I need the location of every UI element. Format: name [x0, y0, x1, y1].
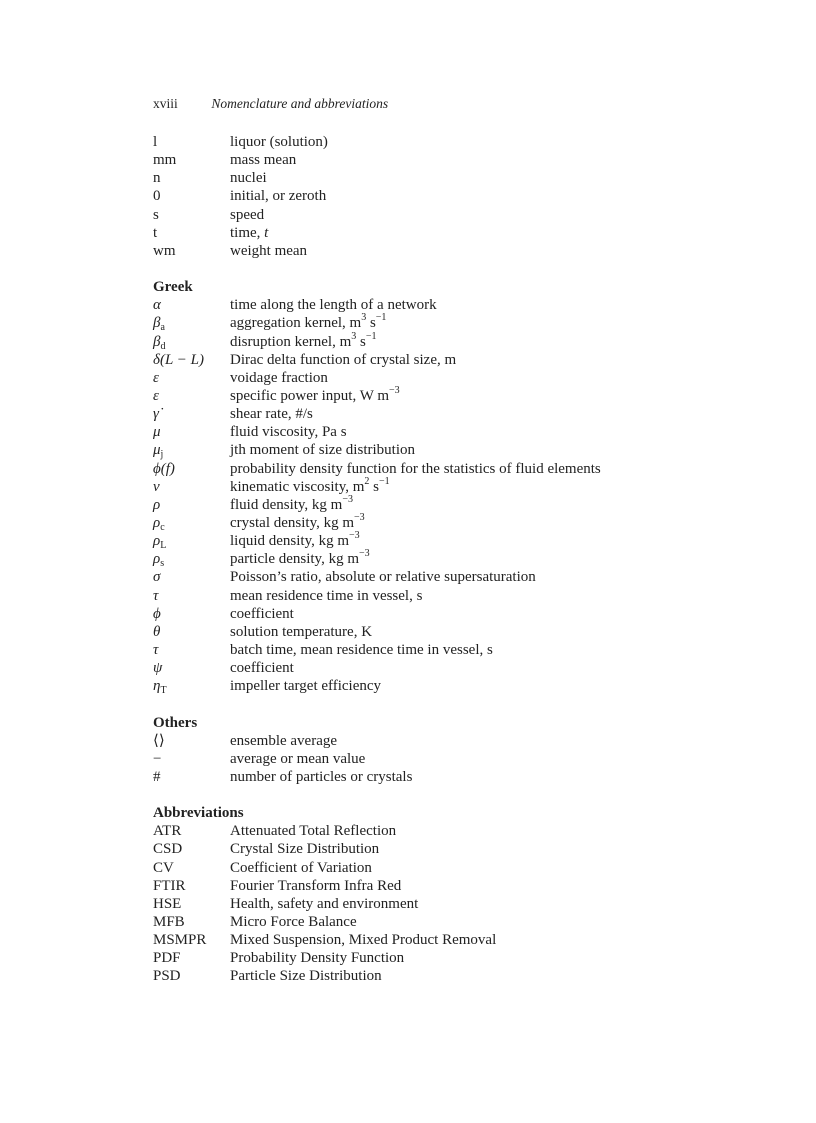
unit-text: s — [356, 333, 366, 350]
symbol-text: CSD — [153, 841, 183, 858]
description — [230, 641, 493, 659]
description-text: Crystal Size Distribution — [230, 841, 380, 858]
symbol-text: l — [153, 134, 158, 150]
symbol-text: # — [153, 768, 161, 785]
description-text: coefficient — [230, 605, 294, 622]
page — [153, 96, 673, 986]
description — [230, 732, 337, 750]
symbol — [153, 206, 230, 224]
list-item — [153, 840, 673, 858]
description-text: ensemble average — [230, 732, 338, 749]
description-text: specific power input, W m — [230, 387, 389, 404]
list-item — [153, 493, 673, 514]
list-item — [153, 822, 673, 840]
description — [230, 187, 326, 205]
description — [230, 840, 379, 858]
description — [230, 511, 365, 532]
symbol — [153, 423, 230, 441]
greek-heading: Greek — [153, 279, 193, 296]
symbol-text: β — [153, 333, 161, 350]
description — [230, 895, 418, 913]
description-text: speed — [230, 206, 265, 223]
page-number: xviii — [153, 96, 178, 111]
symbol — [153, 750, 230, 768]
description — [230, 931, 496, 949]
symbol-text: ⟨⟩ — [153, 732, 165, 749]
description-text: mass mean — [230, 152, 297, 169]
list-item — [153, 405, 673, 423]
symbol — [153, 859, 230, 877]
description — [230, 493, 353, 514]
symbol — [153, 895, 230, 913]
symbol — [153, 169, 230, 187]
list-item — [153, 351, 673, 369]
list-item — [153, 369, 673, 387]
description — [230, 151, 296, 169]
symbol — [153, 333, 230, 351]
list-item — [153, 550, 673, 568]
description — [230, 949, 404, 967]
symbol-text: mm — [153, 152, 177, 169]
description-text: nuclei — [230, 170, 267, 187]
symbol-text: ψ — [153, 660, 163, 677]
symbol-text: PSD — [153, 968, 181, 985]
description-text: Attenuated Total Reflection — [230, 823, 397, 840]
symbol — [153, 659, 230, 677]
description — [230, 405, 313, 423]
list-item — [153, 605, 673, 623]
description — [230, 475, 390, 496]
symbol-text: ε — [153, 369, 159, 386]
symbol — [153, 514, 230, 532]
description-italic: t — [264, 224, 269, 241]
symbol-subscript: c — [160, 521, 165, 533]
symbol-subscript: j — [160, 449, 164, 461]
symbol — [153, 768, 230, 786]
symbol-text: ϕ — [153, 605, 161, 622]
symbol-subscript: L — [160, 540, 167, 552]
list-item — [153, 441, 673, 459]
description-text: weight mean — [230, 242, 308, 259]
section-gap — [153, 695, 673, 713]
symbol — [153, 405, 230, 423]
symbol-text: s — [153, 206, 159, 223]
list-item — [153, 859, 673, 877]
description — [230, 859, 372, 877]
symbol-text: MSMPR — [153, 932, 207, 949]
list-item — [153, 750, 673, 768]
list-item — [153, 949, 673, 967]
symbol — [153, 187, 230, 205]
symbol-text: n — [153, 170, 161, 187]
list-item — [153, 931, 673, 949]
symbol — [153, 532, 230, 550]
description-text: voidage fraction — [230, 369, 328, 386]
symbol — [153, 967, 230, 985]
description-text: Dirac delta function of crystal size, m — [230, 351, 457, 368]
list-item — [153, 206, 673, 224]
symbol-text: σ — [153, 569, 161, 586]
symbol-text: − — [153, 750, 162, 767]
symbol — [153, 369, 230, 387]
symbol-text: μ — [153, 442, 161, 459]
description — [230, 242, 307, 260]
symbol-text: ρ — [153, 514, 161, 531]
description — [230, 550, 370, 568]
unit-exponent: 3 — [351, 330, 357, 342]
list-item — [153, 732, 673, 750]
description-text: Mixed Suspension, Mixed Product Removal — [230, 932, 497, 949]
symbol — [153, 623, 230, 641]
list-item — [153, 568, 673, 586]
unit-exponent: 3 — [361, 312, 367, 324]
description-text: average or mean value — [230, 750, 366, 767]
list-item — [153, 913, 673, 931]
description-text: solution temperature, K — [230, 623, 373, 640]
list-item — [153, 587, 673, 605]
symbol-text: HSE — [153, 895, 182, 912]
symbol-text: γ̇ — [153, 406, 159, 423]
description — [230, 750, 365, 768]
description — [230, 206, 264, 224]
symbol — [153, 605, 230, 623]
symbol-text: δ(L − L) — [153, 351, 204, 368]
description-text: disruption kernel, m — [230, 333, 352, 350]
unit-exponent: −1 — [375, 312, 387, 324]
symbol-text: ATR — [153, 823, 182, 840]
description — [230, 423, 347, 441]
description-text: jth moment of size distribution — [230, 442, 415, 459]
description-text: liquor (solution) — [230, 134, 328, 150]
unit-exponent: −3 — [359, 548, 370, 560]
symbol-text: θ — [153, 623, 161, 640]
symbol-text: FTIR — [153, 877, 186, 894]
symbol — [153, 732, 230, 750]
description-text: Poisson’s ratio, absolute or relative supersaturation — [230, 569, 536, 586]
description-text: batch time, mean residence time in vessel, s — [230, 641, 493, 658]
symbol — [153, 351, 230, 369]
description — [230, 913, 357, 931]
description — [230, 369, 328, 387]
symbol-text: wm — [153, 242, 176, 259]
symbol — [153, 296, 230, 314]
description-text: Probability Density Function — [230, 950, 405, 967]
symbol — [153, 931, 230, 949]
list-item — [153, 296, 673, 314]
symbol — [153, 550, 230, 568]
description-text: crystal density, kg m — [230, 514, 355, 531]
running-header — [153, 96, 673, 114]
symbol-text: ε — [153, 387, 159, 404]
symbol-text: ϕ(f) — [153, 460, 175, 477]
description-text: fluid viscosity, Pa s — [230, 424, 347, 441]
description — [230, 532, 360, 550]
description-text: probability density function for the statistics of fluid elements — [230, 460, 601, 477]
description — [230, 224, 268, 242]
symbol — [153, 913, 230, 931]
description — [230, 623, 372, 641]
description — [230, 822, 396, 840]
list-item — [153, 895, 673, 913]
description-text: kinematic viscosity, m — [230, 478, 365, 495]
section-gap — [153, 260, 673, 278]
list-item — [153, 330, 673, 352]
symbol-text: t — [153, 224, 158, 241]
symbol — [153, 877, 230, 895]
symbol-text: 0 — [153, 188, 161, 205]
symbol-subscript: s — [160, 558, 165, 570]
description-text: aggregation kernel, m — [230, 315, 362, 332]
symbol — [153, 496, 230, 514]
description — [230, 330, 377, 351]
symbol — [153, 822, 230, 840]
symbol-text: τ — [153, 641, 159, 658]
unit-exponent: −3 — [342, 493, 353, 505]
others-heading: Others — [153, 714, 198, 731]
description-text: initial, or zeroth — [230, 188, 327, 205]
symbol — [153, 840, 230, 858]
description — [230, 877, 401, 895]
description — [230, 133, 328, 151]
description — [230, 441, 415, 459]
symbol-text: ρ — [153, 533, 161, 550]
symbol — [153, 587, 230, 605]
symbol-subscript: d — [160, 340, 166, 352]
symbol — [153, 949, 230, 967]
symbol-subscript: a — [160, 322, 165, 334]
description — [230, 587, 422, 605]
list-item — [153, 877, 673, 895]
description — [230, 605, 294, 623]
list-item — [153, 677, 673, 695]
list-item — [153, 133, 673, 151]
symbol — [153, 387, 230, 405]
section-gap — [153, 786, 673, 804]
description-text: number of particles or crystals — [230, 768, 413, 785]
list-item — [153, 623, 673, 641]
list-item — [153, 187, 673, 205]
symbol — [153, 641, 230, 659]
list-item — [153, 151, 673, 169]
description — [230, 768, 412, 786]
description-text: impeller target efficiency — [230, 678, 382, 695]
list-item — [153, 423, 673, 441]
description-text: Particle Size Distribution — [230, 968, 382, 985]
description — [230, 296, 437, 314]
list-item — [153, 659, 673, 677]
list-item — [153, 224, 673, 242]
symbol — [153, 568, 230, 586]
list-item — [153, 384, 673, 405]
symbol-text: CV — [153, 859, 174, 876]
description-text: liquid density, kg m — [230, 533, 350, 550]
list-item — [153, 967, 673, 985]
unit-exponent: −3 — [354, 511, 365, 523]
running-title: Nomenclature and abbreviations — [211, 96, 389, 111]
symbol — [153, 460, 230, 478]
symbol-text: PDF — [153, 950, 181, 967]
symbol-text: η — [153, 678, 161, 695]
description — [230, 169, 267, 187]
description-text: coefficient — [230, 660, 294, 677]
symbol-subscript: T — [160, 685, 167, 697]
abbreviations-list — [153, 822, 673, 985]
symbol — [153, 151, 230, 169]
symbol — [153, 133, 230, 151]
others-list — [153, 732, 673, 786]
description — [230, 568, 536, 586]
unit-exponent: 2 — [364, 475, 370, 487]
list-item — [153, 768, 673, 786]
description-text: mean residence time in vessel, s — [230, 587, 423, 604]
symbol-text: μ — [153, 424, 161, 441]
description — [230, 677, 381, 695]
unit-exponent: −1 — [365, 330, 377, 342]
symbol-text: β — [153, 315, 161, 332]
list-item — [153, 475, 673, 496]
description — [230, 351, 456, 369]
symbol — [153, 441, 230, 459]
list-item — [153, 314, 673, 332]
symbol — [153, 314, 230, 332]
description-text: fluid density, kg m — [230, 496, 343, 513]
list-item — [153, 511, 673, 533]
description-text: Micro Force Balance — [230, 914, 357, 931]
greek-list — [153, 296, 673, 695]
abbreviations-heading: Abbreviations — [153, 805, 244, 822]
list-item — [153, 242, 673, 260]
list-item — [153, 532, 673, 550]
symbol — [153, 242, 230, 260]
description — [230, 967, 382, 985]
symbol-text: MFB — [153, 914, 185, 931]
list-item — [153, 460, 673, 478]
description-text: Fourier Transform Infra Red — [230, 877, 402, 894]
unit-exponent: −3 — [389, 384, 400, 396]
symbol — [153, 478, 230, 496]
description — [230, 659, 294, 677]
description — [230, 460, 601, 478]
description-text: shear rate, #/s — [230, 406, 313, 423]
description-text: particle density, kg m — [230, 551, 359, 568]
unit-exponent: −1 — [379, 475, 390, 487]
symbol-text: τ — [153, 587, 159, 604]
subscripts-list — [153, 133, 673, 260]
description — [230, 384, 400, 405]
symbol — [153, 677, 230, 695]
description — [230, 314, 386, 332]
description-text: time along the length of a network — [230, 297, 437, 314]
list-item — [153, 641, 673, 659]
description-text: time, — [230, 224, 265, 241]
list-item — [153, 169, 673, 187]
symbol-text: ρ — [153, 496, 161, 513]
symbol-text: α — [153, 297, 161, 314]
symbol-text: v — [153, 478, 160, 495]
unit-exponent: −3 — [349, 530, 360, 542]
symbol-text: ρ — [153, 551, 161, 568]
description-text: Coefficient of Variation — [230, 859, 372, 876]
symbol — [153, 224, 230, 242]
description-text: Health, safety and environment — [230, 895, 419, 912]
unit-text: s — [366, 315, 376, 332]
unit-text: s — [369, 478, 380, 495]
